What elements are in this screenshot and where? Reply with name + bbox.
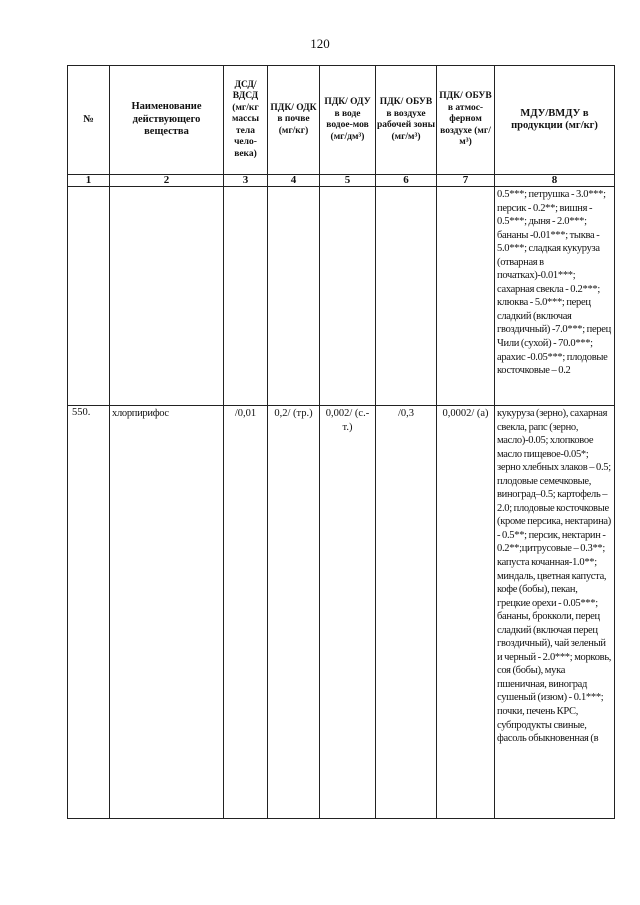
column-number: 6	[376, 175, 437, 187]
header-pdk-water: ПДК/ ОДУ в воде водое-мов (мг/дм³)	[320, 66, 376, 175]
header-number: №	[68, 66, 110, 175]
column-number-row	[68, 175, 615, 187]
substances-table	[67, 65, 615, 819]
column-number: 7	[437, 175, 495, 187]
column-number: 1	[68, 175, 110, 187]
header-row	[68, 66, 615, 175]
dsd-value	[224, 187, 268, 406]
pdk-work-air-value	[376, 187, 437, 406]
row-number	[68, 187, 110, 406]
pdk-soil-value: 0,2/ (тр.)	[268, 406, 320, 819]
substance-name	[110, 187, 224, 406]
header-pdk-atm-air: ПДК/ ОБУВ в атмос-ферном воздухе (мг/м³)	[437, 66, 495, 175]
pdk-atm-air-value: 0,0002/ (а)	[437, 406, 495, 819]
mdu-value: 0.5***; петрушка - 3.0***; персик - 0.2**; вишня - 0.5***; дыня - 2.0***; бананы -0.01***; тыква - 5.0***; сладкая кукуруза (отварная в початках)-0.01***; сахарная свекла - 0.2***; клюква - 5.0***; перец сладкий (включая гвоздичный) -7.0***; перец Чили (сухой) - 70.0***; арахис -0.05***; плодовые косточковые – 0.2	[495, 187, 615, 406]
header-mdu: МДУ/ВМДУ в продукции (мг/кг)	[495, 66, 615, 175]
header-pdk-soil: ПДК/ ОДК в почве (мг/кг)	[268, 66, 320, 175]
column-number: 8	[495, 175, 615, 187]
pdk-work-air-value: /0,3	[376, 406, 437, 819]
dsd-value: /0,01	[224, 406, 268, 819]
table-row	[68, 406, 615, 819]
substance-name: хлорпирифос	[110, 406, 224, 819]
pdk-atm-air-value	[437, 187, 495, 406]
header-pdk-work-air: ПДК/ ОБУВ в воздухе рабочей зоны (мг/м³)	[376, 66, 437, 175]
column-number: 2	[110, 175, 224, 187]
header-dsd: ДСД/ ВДСД (мг/кг массы тела чело-века)	[224, 66, 268, 175]
row-number: 550.	[68, 406, 110, 819]
table-row	[68, 187, 615, 406]
page-number: 120	[310, 36, 330, 51]
pdk-water-value	[320, 187, 376, 406]
column-number: 4	[268, 175, 320, 187]
column-number: 3	[224, 175, 268, 187]
pdk-water-value: 0,002/ (с.-т.)	[320, 406, 376, 819]
pdk-soil-value	[268, 187, 320, 406]
header-substance-name: Наименование действующего вещества	[110, 66, 224, 175]
column-number: 5	[320, 175, 376, 187]
mdu-value: кукуруза (зерно), сахарная свекла, рапс (зерно, масло)-0.05; хлопковое масло пищевое-0.05*; зерно хлебных злаков – 0.5; плодовые семечковые, виноград–0.5; картофель – 2.0; плодовые косточковые (кроме персика, нектарина) - 0.5**; персик, нектарин - 0.2**;цитрусовые – 0.3**; капуста кочанная-1.0**; миндаль, цветная капуста, кофе (бобы), пекан, грецкие орехи - 0.05***; бананы, брокколи, перец сладкий (включая перец гвоздичный), чай зеленый и черный - 2.0***; морковь, соя (бобы), мука пшеничная, виноград сушеный (изюм) - 0.1***; почки, печень КРС, субпродукты свиные, фасоль обыкновенная (в	[495, 406, 615, 819]
